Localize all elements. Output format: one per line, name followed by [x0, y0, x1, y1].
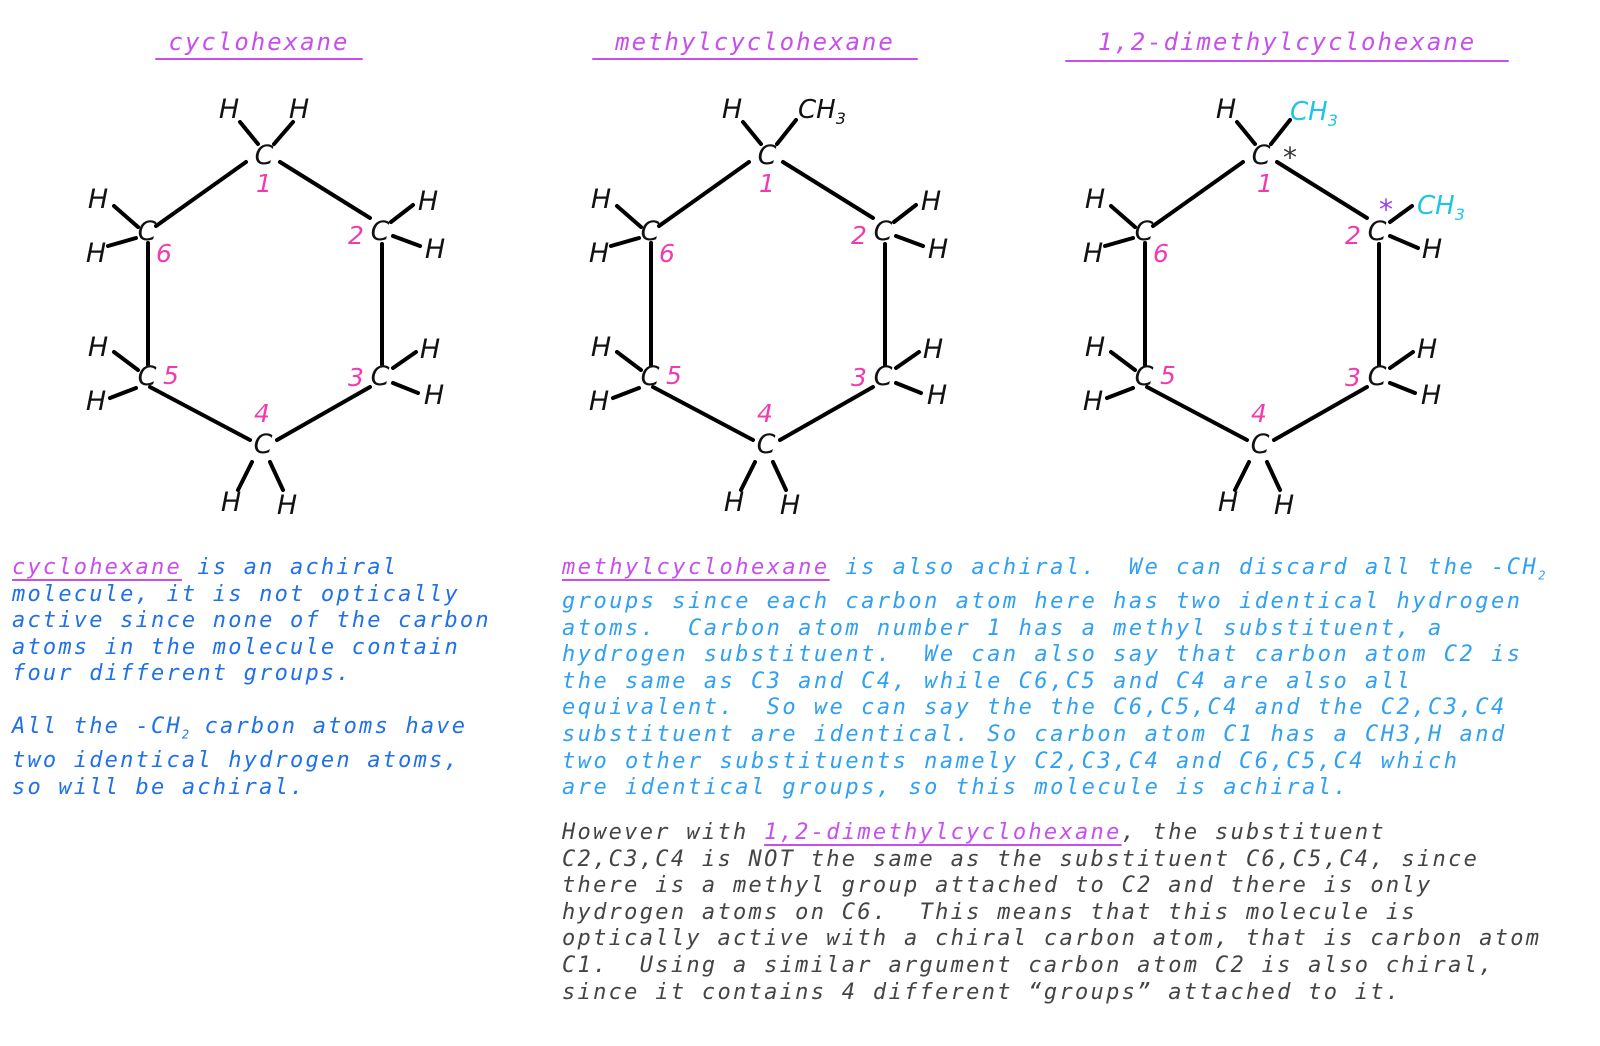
carbon-atom: C — [1251, 140, 1271, 171]
hydrogen-atom: H — [419, 334, 441, 365]
ring-number: 4 — [1251, 399, 1267, 428]
molecule-methylcyclohexane — [589, 94, 948, 521]
cyclohexane-explanation: cyclohexane is an achiral molecule, it is not optically active since none of the carbon atoms in the molecule contain four different groups. — [12, 555, 491, 687]
chiral-center-c1-marker: * — [1283, 141, 1297, 174]
ring-number: 1 — [256, 169, 272, 198]
ring-number: 5 — [666, 361, 682, 390]
hydrogen-atom: H — [779, 490, 801, 521]
ring-number: 6 — [1153, 239, 1169, 268]
molecule-dimethylcyclohexane — [1083, 94, 1465, 521]
hydrogen-atom: H — [927, 234, 949, 265]
carbon-atom: C — [1250, 429, 1270, 460]
hydrogen-atom: H — [424, 234, 446, 265]
dimethylcyclohexane-term: 1,2-dimethylcyclohexane — [764, 820, 1122, 845]
carbon-atom: C — [640, 216, 660, 247]
dimethylcyclohexane-explanation: However with 1,2-dimethylcyclohexane, the substituent C2,C3,C4 is NOT the same as the substituent C6,C5,C4, since there is a methyl group attached to C2 and there is only hydrogen atoms on C6. This means that this molecule is optically active with a chiral carbon atom, that is carbon atom C1. Using a similar argument carbon atom C2 is also chiral, since it contains 4 different “groups” attached to it. — [562, 820, 1542, 1005]
hydrogen-atom: H — [1084, 184, 1106, 215]
chiral-center-c2-marker: * — [1379, 193, 1393, 226]
ring-number: 3 — [851, 363, 867, 392]
ring-number: 4 — [757, 399, 773, 428]
carbon-atom: C — [137, 216, 157, 247]
ring-number: 1 — [1257, 169, 1273, 198]
carbon-atom: C — [1134, 216, 1154, 247]
ring-number: 5 — [1160, 361, 1176, 390]
ring-number: 1 — [759, 169, 775, 198]
hydrogen-atom: H — [590, 184, 612, 215]
hydrogen-atom: H — [588, 238, 610, 269]
hydrogen-atom: H — [723, 487, 745, 518]
hydrogen-atom: H — [1084, 332, 1106, 363]
hydrogen-atom: H — [85, 238, 107, 269]
carbon-atom: C — [873, 361, 893, 392]
hydrogen-atom: H — [1082, 386, 1104, 417]
carbon-atom: C — [1134, 361, 1154, 392]
hydrogen-atom: H — [276, 490, 298, 521]
carbon-atom: C — [756, 429, 776, 460]
carbon-atom: C — [1367, 216, 1387, 247]
hydrogen-atom: H — [1273, 490, 1295, 521]
hydrogen-atom: H — [218, 94, 240, 125]
title-methylcyclohexane: methylcyclohexane — [615, 28, 895, 56]
carbon-atom: C — [253, 429, 273, 460]
carbon-atom: C — [873, 216, 893, 247]
ch2-explanation: All the $-CH_2$ carbon atoms have two identical hydrogen atoms, so will be achiral. — [12, 714, 468, 800]
ring-number: 3 — [1345, 363, 1361, 392]
methylcyclohexane-term: methylcyclohexane — [562, 555, 830, 580]
hydrogen-atom: H — [588, 386, 610, 417]
ring-number: 2 — [851, 221, 867, 250]
methyl-group: $CH_3$ — [798, 95, 846, 128]
hydrogen-atom: H — [220, 487, 242, 518]
ring-number: 2 — [348, 221, 364, 250]
hydrogen-atom: H — [87, 184, 109, 215]
carbon-atom: C — [137, 361, 157, 392]
ring-number: 4 — [254, 399, 270, 428]
ring-number: 2 — [1345, 221, 1361, 250]
carbon-atom: C — [370, 216, 390, 247]
carbon-atom: C — [1367, 361, 1387, 392]
ring-number: 6 — [156, 239, 172, 268]
ring-number: 5 — [163, 361, 179, 390]
hydrogen-atom: H — [922, 334, 944, 365]
ring-number: 3 — [348, 363, 364, 392]
ring-number: 6 — [659, 239, 675, 268]
hydrogen-atom: H — [1421, 234, 1443, 265]
hydrogen-atom: H — [1217, 487, 1239, 518]
carbon-atom: C — [254, 140, 274, 171]
cyclohexane-term: cyclohexane — [12, 555, 182, 580]
hydrogen-atom: H — [423, 380, 445, 411]
hydrogen-atom: H — [721, 94, 743, 125]
methyl-group-c2: $CH_3$ — [1417, 191, 1465, 224]
hydrogen-atom: H — [1416, 334, 1438, 365]
hydrogen-atom: H — [920, 186, 942, 217]
title-dimethylcyclohexane: 1,2-dimethylcyclohexane — [1097, 28, 1477, 56]
carbon-atom: C — [757, 140, 777, 171]
methyl-group-c1: $CH_3$ — [1290, 97, 1338, 130]
hydrogen-atom: H — [417, 186, 439, 217]
title-cyclohexane: cyclohexane — [168, 28, 350, 56]
hydrogen-atom: H — [1420, 380, 1442, 411]
hydrogen-atom: H — [590, 332, 612, 363]
hydrogen-atom: H — [1215, 94, 1237, 125]
carbon-atom: C — [370, 361, 390, 392]
hydrogen-atom: H — [87, 332, 109, 363]
carbon-atom: C — [640, 361, 660, 392]
hydrogen-atom: H — [1082, 238, 1104, 269]
hydrogen-atom: H — [926, 380, 948, 411]
molecule-cyclohexane — [86, 94, 445, 521]
hydrogen-atom: H — [85, 386, 107, 417]
hydrogen-atom: H — [288, 94, 310, 125]
methylcyclohexane-explanation: methylcyclohexane is also achiral. We can discard all the $-CH_2$ groups since each carbon atom here has two identical hydrogen atoms. Carbon atom number 1 has a methyl substituent, a hydrogen substituent. We can also say that carbon atom C2 is the same as C3 and C4, while C6,C5 and C4 are also all equivalent. So we can say the the C6,C5,C4 and the C2,C3,C4 substituent are identical. So carbon atom C1 has a CH3,H and two other substituents namely C2,C3,C4 and C6,C5,C4 which are identical groups, so this molecule is achiral. — [562, 555, 1546, 801]
